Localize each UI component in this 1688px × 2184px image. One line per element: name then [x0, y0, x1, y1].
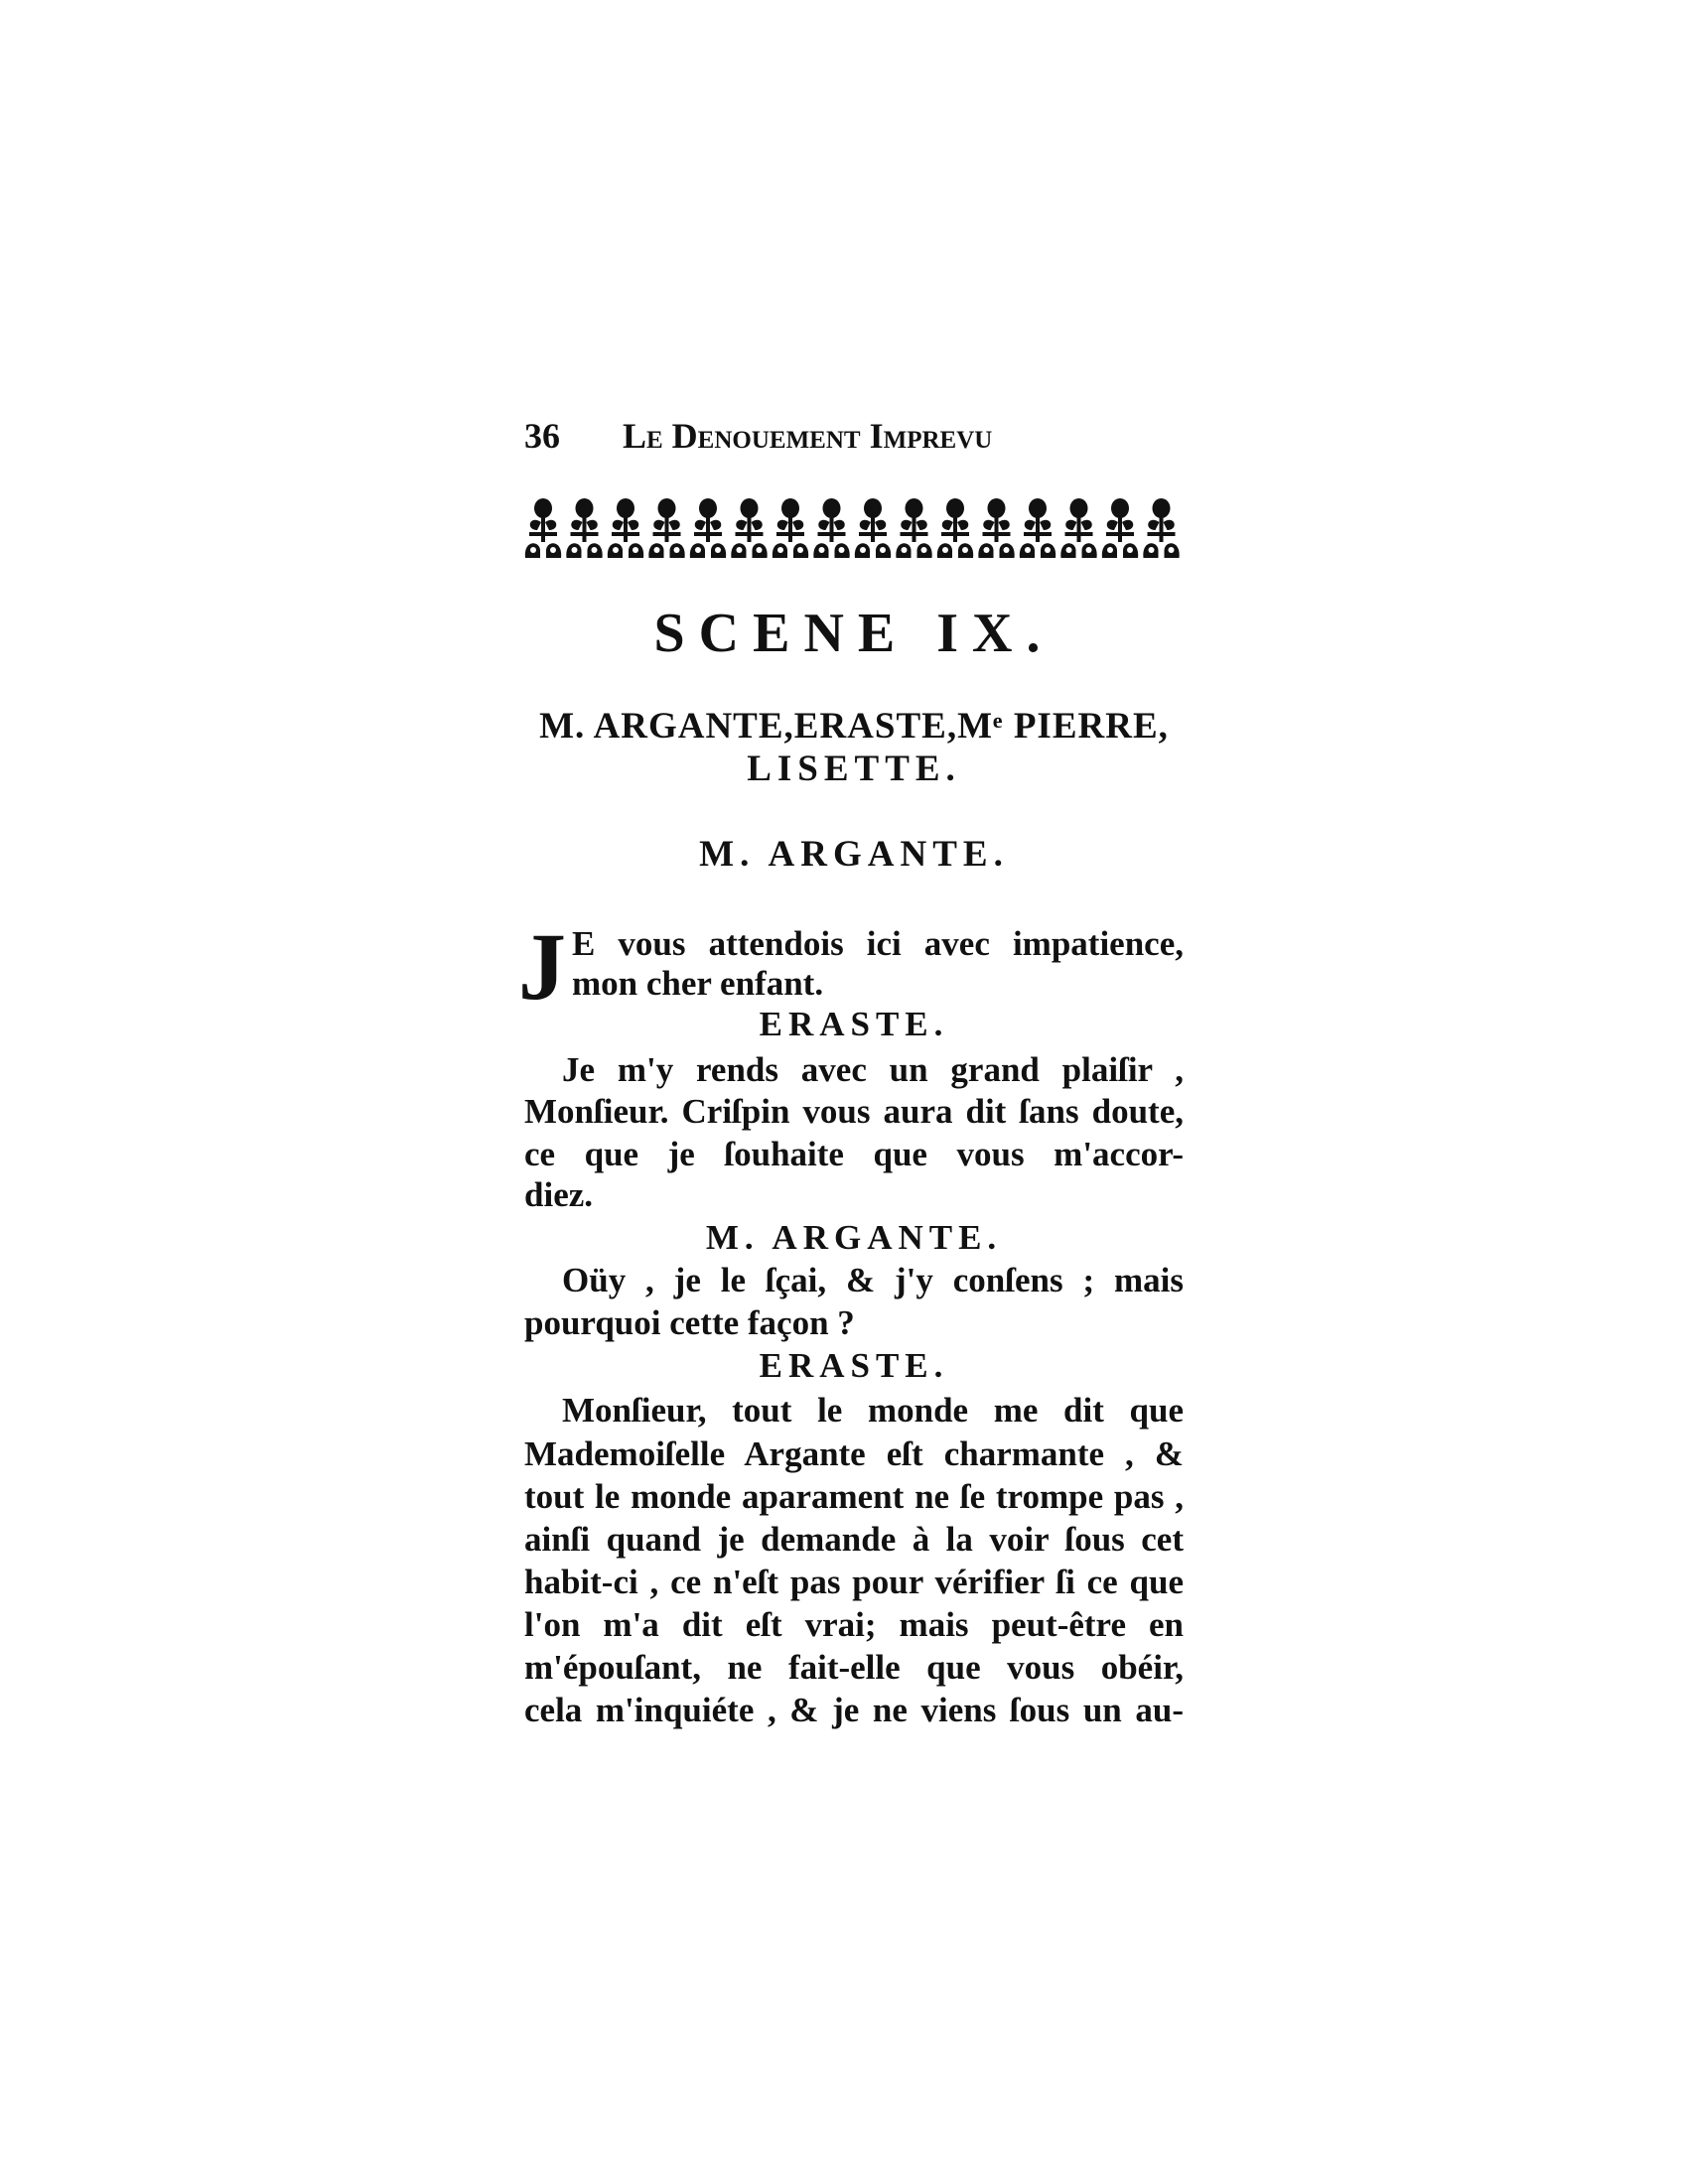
- fleuron-icon: [525, 498, 561, 558]
- text-line: Monſieur. Criſpin vous aura dit ſans doute,: [524, 1092, 1184, 1131]
- text-line: E vous attendois ici avec impatience,: [572, 924, 1184, 963]
- page-number: 36: [524, 416, 560, 456]
- scene-title: SCENE IX.: [653, 603, 1055, 664]
- text-line: cela m'inquiéte , & je ne viens ſous un au-: [524, 1691, 1184, 1729]
- speaker-heading: ERASTE.: [759, 1005, 949, 1043]
- fleuron-icon: [1102, 498, 1138, 558]
- text-line: Mademoiſelle Argante eſt charmante , &: [524, 1434, 1184, 1473]
- speaker-heading: M. ARGANTE.: [705, 1218, 1003, 1257]
- fleuron-icon: [937, 498, 973, 558]
- fleuron-ornament-band: [522, 496, 1186, 566]
- text-line: tout le monde aparament ne ſe trompe pas ,: [524, 1477, 1184, 1516]
- fleuron-icon: [690, 498, 726, 558]
- fleuron-icon: [1020, 498, 1055, 558]
- characters-line-1: M. ARGANTE,ERASTE,Mᵉ PIERRE,: [539, 706, 1169, 747]
- text-line: Je m'y rends avec un grand plaiſir ,: [562, 1050, 1184, 1089]
- fleuron-icon: [1060, 498, 1096, 558]
- text-line: mon cher enfant.: [572, 964, 824, 1003]
- running-title: Le Denouement Imprevu: [623, 416, 993, 456]
- text-line: diez.: [524, 1175, 594, 1214]
- speaker-heading: ERASTE.: [759, 1346, 949, 1385]
- fleuron-icon: [813, 498, 849, 558]
- fleuron-icon: [648, 498, 684, 558]
- text-line: l'on m'a dit eſt vrai; mais peut-être en: [524, 1605, 1184, 1644]
- text-line: m'épouſant, ne fait-elle que vous obéir,: [524, 1648, 1184, 1687]
- fleuron-icon: [855, 498, 891, 558]
- text-line: pourquoi cette façon ?: [524, 1303, 855, 1342]
- text-line: Oüy , je le ſçai, & j'y conſens ; mais: [562, 1261, 1184, 1299]
- text-line: Monſieur, tout le monde me dit que: [562, 1391, 1184, 1430]
- fleuron-icon: [896, 498, 931, 558]
- running-header: [524, 415, 1120, 457]
- fleuron-icon: [773, 498, 808, 558]
- fleuron-icon: [566, 498, 602, 558]
- fleuron-icon: [731, 498, 767, 558]
- text-line: habit-ci , ce n'eſt pas pour vérifier ſi ce que: [524, 1563, 1184, 1601]
- text-line: ce que je ſouhaite que vous m'accor-: [524, 1135, 1184, 1173]
- text-line: ainſi quand je demande à la voir ſous cet: [524, 1520, 1184, 1559]
- fleuron-icon: [978, 498, 1014, 558]
- fleuron-icon: [608, 498, 643, 558]
- drop-cap: J: [518, 913, 566, 1020]
- speaker-heading: M. ARGANTE.: [699, 834, 1009, 875]
- characters-line-2: LISETTE.: [747, 749, 961, 789]
- fleuron-icon: [1143, 498, 1179, 558]
